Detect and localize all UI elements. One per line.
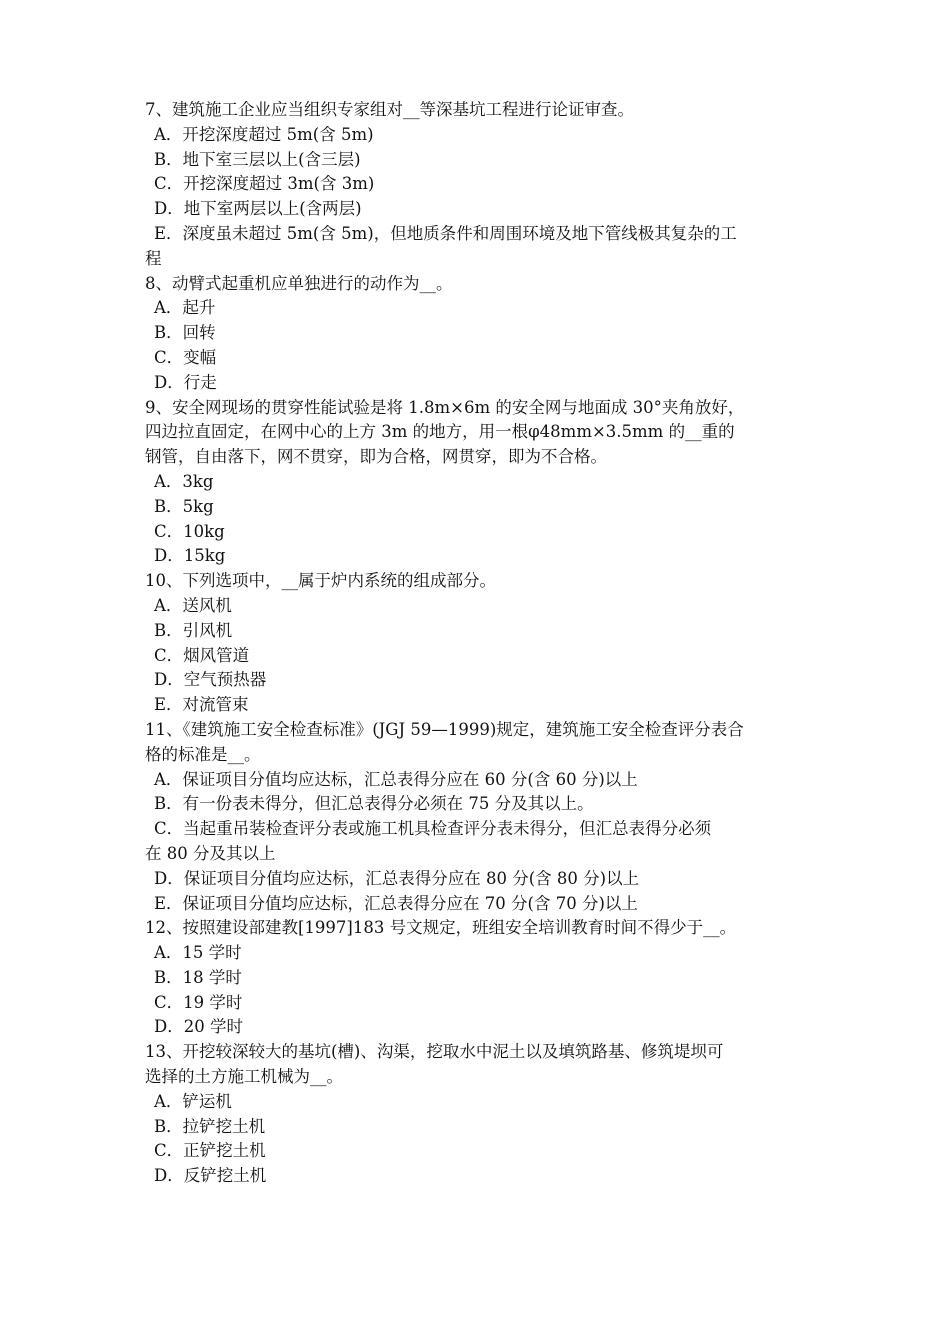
option-c: C．变幅 — [154, 347, 217, 367]
option-a: A．3kg — [154, 471, 214, 491]
option-d: D．20 学时 — [154, 1017, 243, 1037]
question-stem-line-2: 格的标准是__。 — [145, 744, 261, 764]
option-c: C．正铲挖土机 — [154, 1141, 266, 1161]
question-stem: 10、下列选项中，__属于炉内系统的组成部分。 — [145, 571, 496, 591]
question-stem: 8、动臂式起重机应单独进行的动作为__。 — [145, 273, 453, 293]
option-b: B．地下室三层以上(含三层) — [154, 149, 361, 169]
option-b: B．5kg — [154, 496, 214, 516]
document-page — [145, 98, 810, 1189]
question-stem: 7、建筑施工企业应当组织专家组对__等深基坑工程进行论证审查。 — [145, 100, 634, 119]
option-e: E．对流管束 — [154, 695, 249, 715]
question-7 — [145, 98, 810, 272]
option-d: D．地下室两层以上(含两层) — [154, 199, 362, 219]
question-stem-line-2: 四边拉直固定，在网中心的上方 3m 的地方，用一根φ48mm×3.5mm 的__重的 — [145, 422, 735, 442]
option-d: D．空气预热器 — [154, 670, 267, 690]
option-a: A．起升 — [154, 298, 216, 318]
question-11 — [145, 718, 810, 916]
option-b: B．18 学时 — [154, 967, 242, 987]
question-stem-line-1: 11、《建筑施工安全检查标准》(JGJ 59—1999)规定，建筑施工安全检查评分表合 — [145, 719, 744, 739]
option-c: C．10kg — [154, 521, 225, 541]
option-a: A．15 学时 — [154, 943, 242, 963]
question-stem-line-1: 13、开挖较深较大的基坑(槽)、沟渠，挖取水中泥土以及填筑路基、修筑堤坝可 — [145, 1042, 724, 1062]
question-9 — [145, 396, 810, 570]
option-a: A．铲运机 — [154, 1091, 232, 1111]
option-d: D．行走 — [154, 372, 217, 392]
option-c: C．烟风管道 — [154, 645, 250, 665]
question-stem-line-2: 选择的土方施工机械为__。 — [145, 1067, 343, 1087]
question-stem: 12、按照建设部建教[1997]183 号文规定，班组安全培训教育时间不得少于__。 — [145, 918, 737, 938]
question-stem-line-3: 钢管，自由落下，网不贯穿，即为合格，网贯穿，即为不合格。 — [145, 447, 607, 467]
option-d: D．15kg — [154, 546, 226, 566]
option-c: C．开挖深度超过 3m(含 3m) — [154, 174, 375, 194]
question-10 — [145, 569, 810, 718]
option-d: D．反铲挖土机 — [154, 1166, 267, 1186]
option-b: B．引风机 — [154, 620, 233, 640]
question-13 — [145, 1040, 810, 1189]
option-a: A．送风机 — [154, 595, 232, 615]
option-a: A．开挖深度超过 5m(含 5m) — [154, 124, 374, 144]
option-a: A．保证项目分值均应达标，汇总表得分应在 60 分(含 60 分)以上 — [154, 769, 638, 789]
option-b: B．回转 — [154, 323, 216, 343]
option-b: B．拉铲挖土机 — [154, 1116, 266, 1136]
question-8 — [145, 272, 810, 396]
question-12 — [145, 916, 810, 1040]
option-c-continued: 在 80 分及其以上 — [145, 843, 276, 863]
option-e-continued: 程 — [145, 248, 162, 268]
option-c: C．19 学时 — [154, 992, 243, 1012]
option-d: D．保证项目分值均应达标，汇总表得分应在 80 分(含 80 分)以上 — [154, 868, 640, 888]
option-e: E．深度虽未超过 5m(含 5m)，但地质条件和周围环境及地下管线极其复杂的工 — [154, 223, 737, 243]
question-stem-line-1: 9、安全网现场的贯穿性能试验是将 1.8m×6m 的安全网与地面成 30°夹角放好， — [145, 397, 745, 417]
option-e: E．保证项目分值均应达标，汇总表得分应在 70 分(含 70 分)以上 — [154, 893, 638, 913]
option-c: C．当起重吊装检查评分表或施工机具检查评分表未得分，但汇总表得分必须 — [154, 819, 712, 839]
option-b: B．有一份表未得分，但汇总表得分必须在 75 分及其以上。 — [154, 794, 594, 814]
